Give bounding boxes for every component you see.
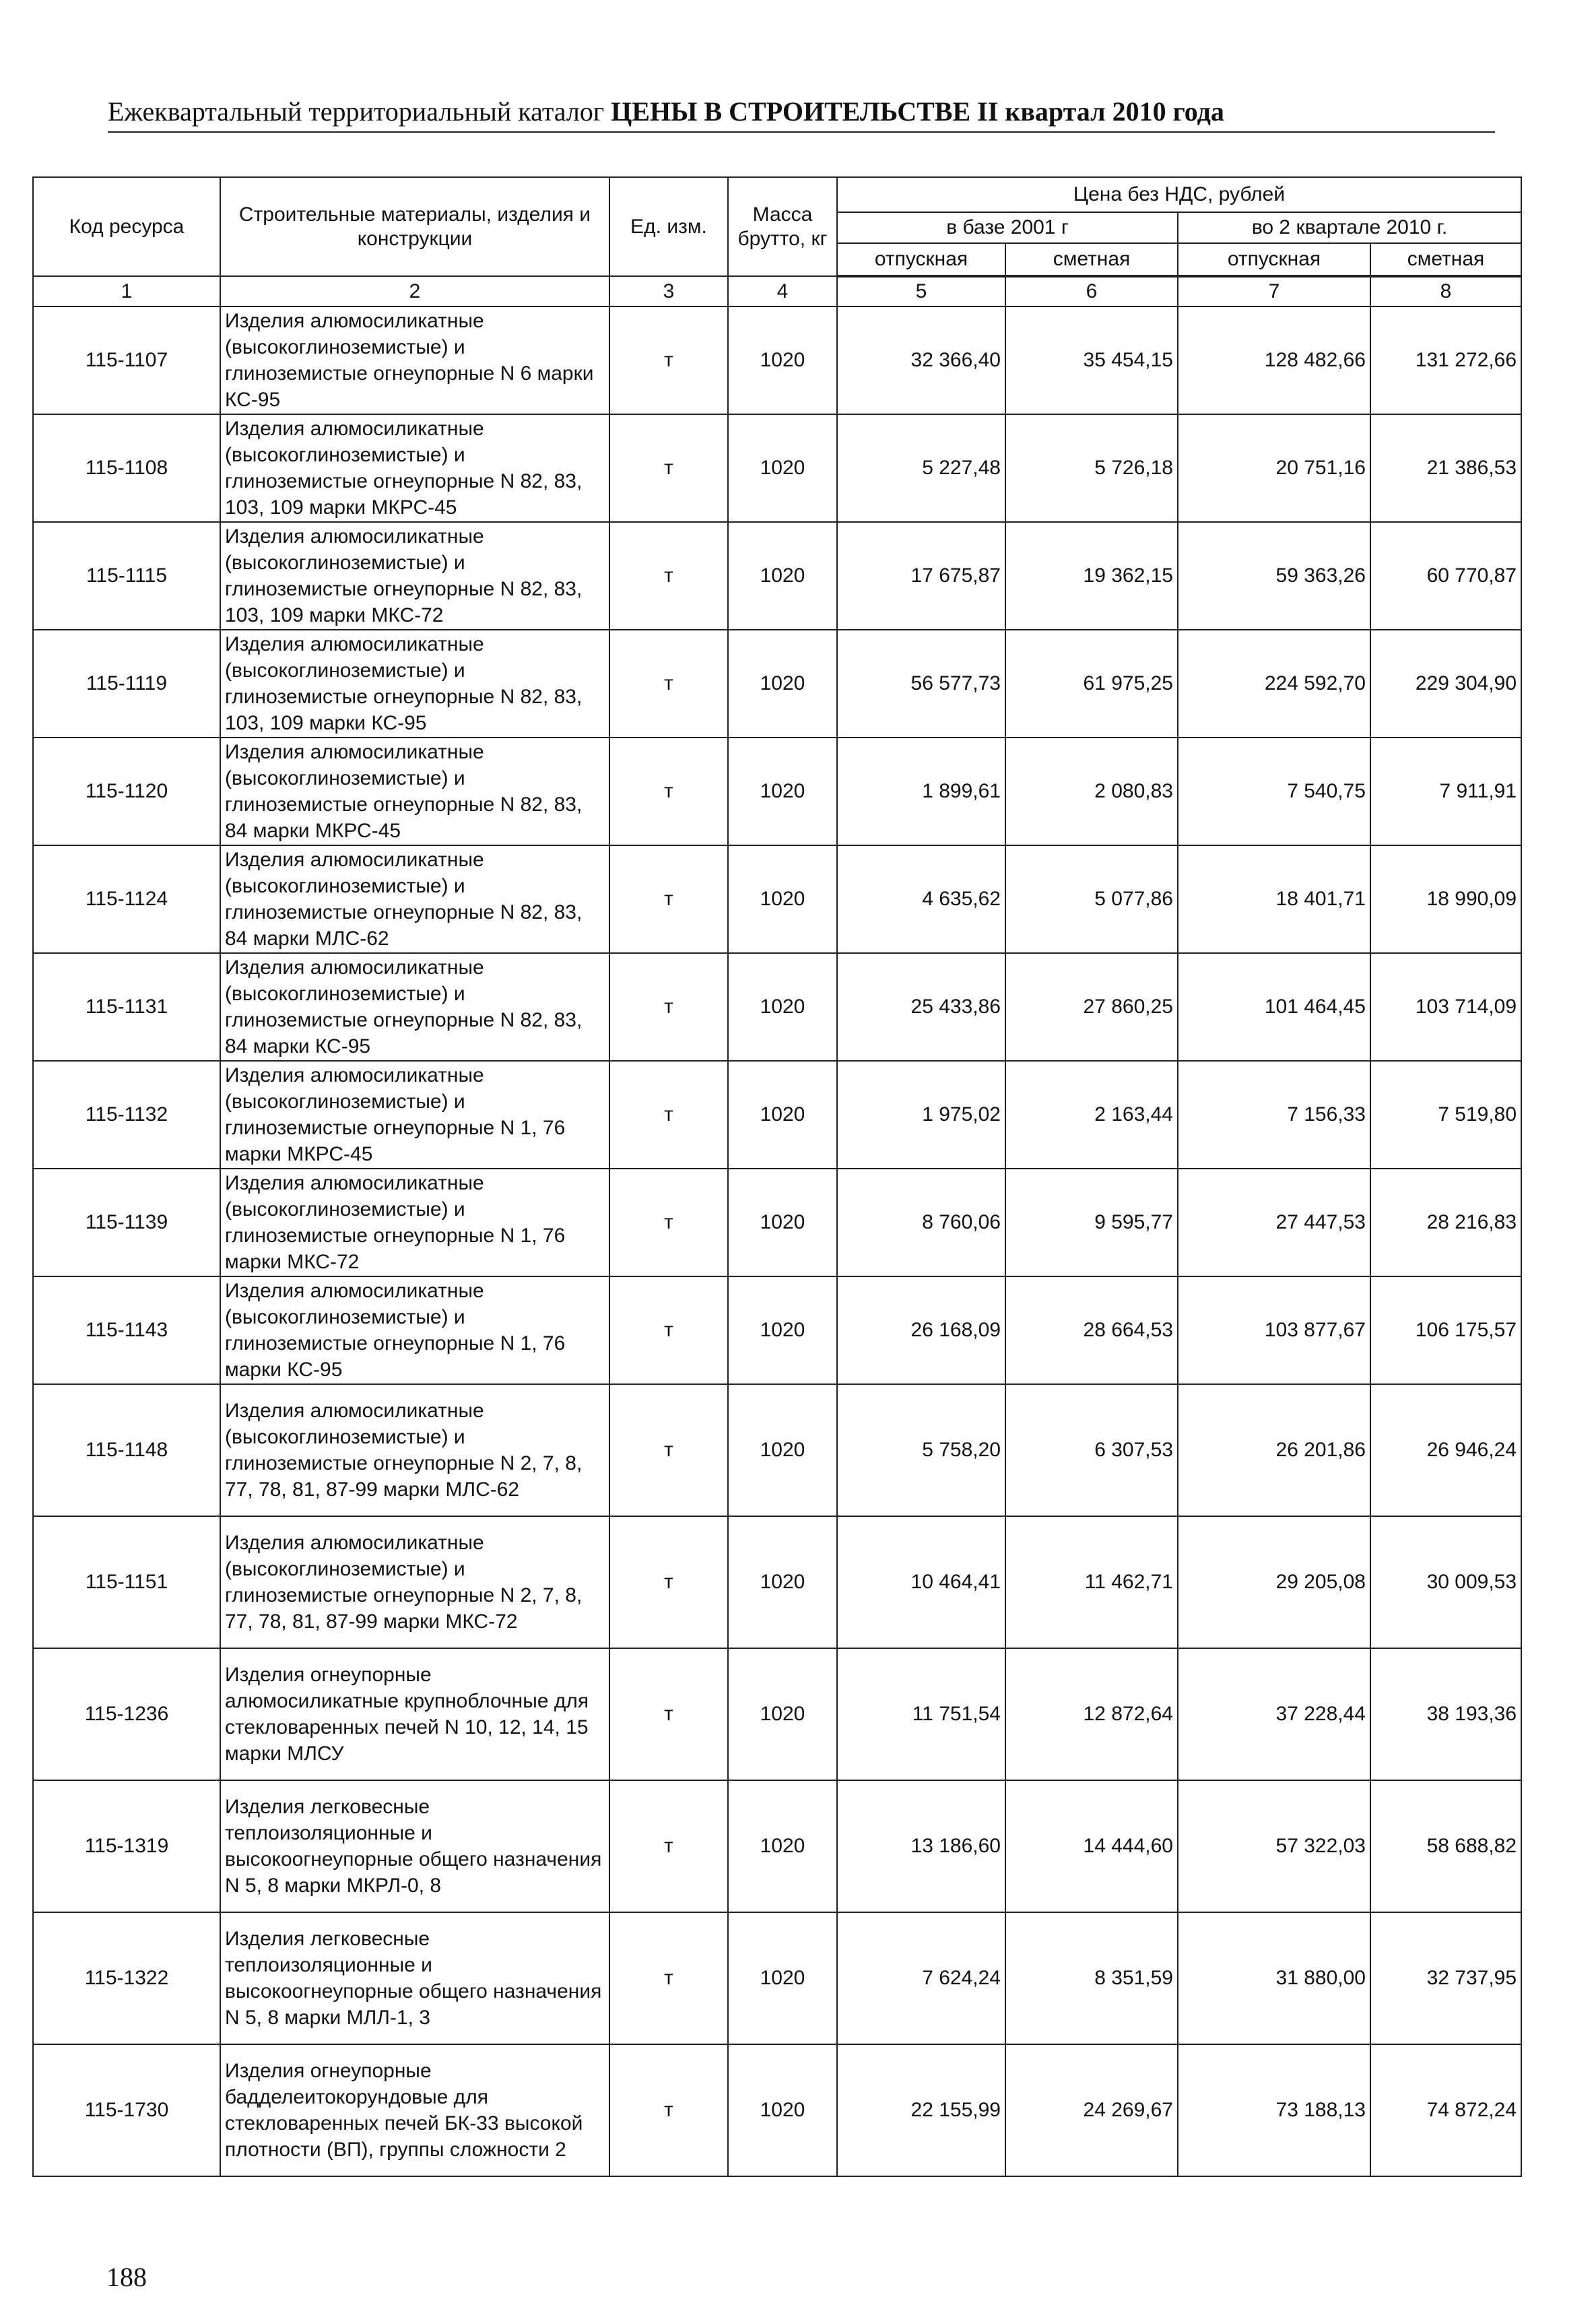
material-name: Изделия алюмосиликатные (высокоглиноземистые) и глиноземистые огнеупорные N 2, 7, 8, 77, 78, 81, 87-99 марки МЛС-62: [220, 1384, 609, 1516]
current-estimate-price: 106 175,57: [1370, 1276, 1521, 1384]
material-name: Изделия алюмосиликатные (высокоглиноземистые) и глиноземистые огнеупорные N 82, 83, 103, 109 марки КС-95: [220, 630, 609, 738]
current-release-price: 57 322,03: [1178, 1780, 1370, 1912]
resource-code: 115-1120: [33, 738, 220, 845]
current-release-price: 103 877,67: [1178, 1276, 1370, 1384]
material-name: Изделия огнеупорные бадделеитокорундовые для стекловаренных печей БК-33 высокой плотности (ВП), группы сложности 2: [220, 2044, 609, 2176]
current-release-price: 20 751,16: [1178, 414, 1370, 522]
base-estimate-price: 6 307,53: [1005, 1384, 1178, 1516]
table-row: [33, 1384, 1521, 1516]
current-release-price: 31 880,00: [1178, 1912, 1370, 2044]
gross-mass: 1020: [728, 953, 837, 1061]
resource-code: 115-1322: [33, 1912, 220, 2044]
base-release-price: 10 464,41: [837, 1516, 1005, 1648]
gross-mass: 1020: [728, 630, 837, 738]
material-name: Изделия алюмосиликатные (высокоглиноземистые) и глиноземистые огнеупорные N 82, 83, 84 марки МЛС-62: [220, 845, 609, 953]
gross-mass: 1020: [728, 845, 837, 953]
base-estimate-price: 35 454,15: [1005, 306, 1178, 414]
header-current-estimate: сметная: [1370, 243, 1521, 276]
material-name: Изделия легковесные теплоизоляционные и высокоогнеупорные общего назначения N 5, 8 марки МКРЛ-0, 8: [220, 1780, 609, 1912]
gross-mass: 1020: [728, 1780, 837, 1912]
material-name: Изделия алюмосиликатные (высокоглиноземистые) и глиноземистые огнеупорные N 1, 76 марки КС-95: [220, 1276, 609, 1384]
unit: т: [609, 1169, 728, 1276]
current-estimate-price: 30 009,53: [1370, 1516, 1521, 1648]
unit: т: [609, 1780, 728, 1912]
base-release-price: 4 635,62: [837, 845, 1005, 953]
current-estimate-price: 74 872,24: [1370, 2044, 1521, 2176]
current-estimate-price: 7 911,91: [1370, 738, 1521, 845]
current-release-price: 224 592,70: [1178, 630, 1370, 738]
resource-code: 115-1730: [33, 2044, 220, 2176]
table-row: [33, 306, 1521, 414]
material-name: Изделия алюмосиликатные (высокоглиноземистые) и глиноземистые огнеупорные N 82, 83, 103, 109 марки МКРС-45: [220, 414, 609, 522]
base-release-price: 13 186,60: [837, 1780, 1005, 1912]
base-release-price: 8 760,06: [837, 1169, 1005, 1276]
gross-mass: 1020: [728, 306, 837, 414]
gross-mass: 1020: [728, 1061, 837, 1169]
material-name: Изделия алюмосиликатные (высокоглиноземистые) и глиноземистые огнеупорные N 6 марки КС-95: [220, 306, 609, 414]
table-row: [33, 2044, 1521, 2176]
base-estimate-price: 9 595,77: [1005, 1169, 1178, 1276]
current-estimate-price: 60 770,87: [1370, 522, 1521, 630]
base-release-price: 5 227,48: [837, 414, 1005, 522]
unit: т: [609, 2044, 728, 2176]
header-unit: Ед. изм.: [609, 177, 728, 276]
base-release-price: 5 758,20: [837, 1384, 1005, 1516]
table-row: [33, 953, 1521, 1061]
current-release-price: 37 228,44: [1178, 1648, 1370, 1780]
base-estimate-price: 28 664,53: [1005, 1276, 1178, 1384]
gross-mass: 1020: [728, 1648, 837, 1780]
base-estimate-price: 19 362,15: [1005, 522, 1178, 630]
base-estimate-price: 24 269,67: [1005, 2044, 1178, 2176]
base-release-price: 11 751,54: [837, 1648, 1005, 1780]
current-release-price: 7 540,75: [1178, 738, 1370, 845]
base-release-price: 7 624,24: [837, 1912, 1005, 2044]
material-name: Изделия алюмосиликатные (высокоглиноземистые) и глиноземистые огнеупорные N 82, 83, 84 марки МКРС-45: [220, 738, 609, 845]
current-release-price: 73 188,13: [1178, 2044, 1370, 2176]
column-numbers-row: [33, 276, 1521, 306]
unit: т: [609, 953, 728, 1061]
base-release-price: 1 899,61: [837, 738, 1005, 845]
page-number: 188: [106, 2262, 147, 2292]
table-row: [33, 1516, 1521, 1648]
resource-code: 115-1107: [33, 306, 220, 414]
table-row: [33, 1780, 1521, 1912]
price-table: [32, 176, 1522, 2177]
current-release-price: 29 205,08: [1178, 1516, 1370, 1648]
gross-mass: 1020: [728, 2044, 837, 2176]
column-number: 2: [220, 276, 609, 306]
resource-code: 115-1115: [33, 522, 220, 630]
header-current-release: отпускная: [1178, 243, 1370, 276]
column-number: 3: [609, 276, 728, 306]
base-release-price: 17 675,87: [837, 522, 1005, 630]
table-row: [33, 522, 1521, 630]
table-row: [33, 1276, 1521, 1384]
catalog-title: ЦЕНЫ В СТРОИТЕЛЬСТВЕ II квартал 2010 года: [611, 96, 1224, 127]
current-estimate-price: 18 990,09: [1370, 845, 1521, 953]
unit: т: [609, 1648, 728, 1780]
base-estimate-price: 8 351,59: [1005, 1912, 1178, 2044]
material-name: Изделия алюмосиликатные (высокоглиноземистые) и глиноземистые огнеупорные N 82, 83, 103, 109 марки МКС-72: [220, 522, 609, 630]
header-current-2010: во 2 квартале 2010 г.: [1178, 212, 1521, 243]
resource-code: 115-1139: [33, 1169, 220, 1276]
header-code: Код ресурса: [33, 177, 220, 276]
resource-code: 115-1319: [33, 1780, 220, 1912]
gross-mass: 1020: [728, 1516, 837, 1648]
base-estimate-price: 2 080,83: [1005, 738, 1178, 845]
resource-code: 115-1108: [33, 414, 220, 522]
material-name: Изделия легковесные теплоизоляционные и высокоогнеупорные общего назначения N 5, 8 марки МЛЛ-1, 3: [220, 1912, 609, 2044]
material-name: Изделия алюмосиликатные (высокоглиноземистые) и глиноземистые огнеупорные N 1, 76 марки МКРС-45: [220, 1061, 609, 1169]
column-number: 7: [1178, 276, 1370, 306]
header-price-group: Цена без НДС, рублей: [837, 177, 1521, 212]
base-release-price: 25 433,86: [837, 953, 1005, 1061]
header-name: Строительные материалы, изделия и конструкции: [220, 177, 609, 276]
unit: т: [609, 630, 728, 738]
current-estimate-price: 229 304,90: [1370, 630, 1521, 738]
base-estimate-price: 12 872,64: [1005, 1648, 1178, 1780]
table-row: [33, 845, 1521, 953]
current-release-price: 26 201,86: [1178, 1384, 1370, 1516]
page-header: [108, 96, 1495, 133]
gross-mass: 1020: [728, 1912, 837, 2044]
unit: т: [609, 1516, 728, 1648]
base-estimate-price: 27 860,25: [1005, 953, 1178, 1061]
material-name: Изделия алюмосиликатные (высокоглиноземистые) и глиноземистые огнеупорные N 82, 83, 84 марки КС-95: [220, 953, 609, 1061]
base-estimate-price: 11 462,71: [1005, 1516, 1178, 1648]
column-number: 8: [1370, 276, 1521, 306]
table-row: [33, 630, 1521, 738]
column-number: 4: [728, 276, 837, 306]
current-release-price: 7 156,33: [1178, 1061, 1370, 1169]
table-row: [33, 414, 1521, 522]
table-row: [33, 738, 1521, 845]
table-row: [33, 1648, 1521, 1780]
unit: т: [609, 1912, 728, 2044]
current-estimate-price: 38 193,36: [1370, 1648, 1521, 1780]
header-base-2001: в базе 2001 г: [837, 212, 1178, 243]
base-release-price: 56 577,73: [837, 630, 1005, 738]
base-estimate-price: 61 975,25: [1005, 630, 1178, 738]
current-estimate-price: 58 688,82: [1370, 1780, 1521, 1912]
unit: т: [609, 306, 728, 414]
current-estimate-price: 21 386,53: [1370, 414, 1521, 522]
column-number: 5: [837, 276, 1005, 306]
material-name: Изделия огнеупорные алюмосиликатные крупноблочные для стекловаренных печей N 10, 12, 14, 15 марки МЛСУ: [220, 1648, 609, 1780]
resource-code: 115-1119: [33, 630, 220, 738]
current-estimate-price: 131 272,66: [1370, 306, 1521, 414]
unit: т: [609, 738, 728, 845]
material-name: Изделия алюмосиликатные (высокоглиноземистые) и глиноземистые огнеупорные N 2, 7, 8, 77, 78, 81, 87-99 марки МКС-72: [220, 1516, 609, 1648]
current-release-price: 128 482,66: [1178, 306, 1370, 414]
base-estimate-price: 14 444,60: [1005, 1780, 1178, 1912]
base-release-price: 32 366,40: [837, 306, 1005, 414]
unit: т: [609, 845, 728, 953]
gross-mass: 1020: [728, 1276, 837, 1384]
resource-code: 115-1236: [33, 1648, 220, 1780]
current-release-price: 27 447,53: [1178, 1169, 1370, 1276]
base-estimate-price: 5 077,86: [1005, 845, 1178, 953]
unit: т: [609, 414, 728, 522]
material-name: Изделия алюмосиликатные (высокоглиноземистые) и глиноземистые огнеупорные N 1, 76 марки МКС-72: [220, 1169, 609, 1276]
resource-code: 115-1148: [33, 1384, 220, 1516]
table-row: [33, 1912, 1521, 2044]
table-row: [33, 1061, 1521, 1169]
header-base-estimate: сметная: [1005, 243, 1178, 276]
current-estimate-price: 26 946,24: [1370, 1384, 1521, 1516]
resource-code: 115-1132: [33, 1061, 220, 1169]
unit: т: [609, 522, 728, 630]
table-body: [33, 306, 1521, 2176]
base-release-price: 22 155,99: [837, 2044, 1005, 2176]
column-number: 1: [33, 276, 220, 306]
current-estimate-price: 32 737,95: [1370, 1912, 1521, 2044]
base-estimate-price: 5 726,18: [1005, 414, 1178, 522]
catalog-prefix: Ежеквартальный территориальный каталог: [108, 96, 605, 127]
resource-code: 115-1131: [33, 953, 220, 1061]
current-release-price: 101 464,45: [1178, 953, 1370, 1061]
unit: т: [609, 1384, 728, 1516]
gross-mass: 1020: [728, 738, 837, 845]
current-release-price: 18 401,71: [1178, 845, 1370, 953]
gross-mass: 1020: [728, 522, 837, 630]
header-mass: Масса брутто, кг: [728, 177, 837, 276]
current-estimate-price: 28 216,83: [1370, 1169, 1521, 1276]
current-estimate-price: 103 714,09: [1370, 953, 1521, 1061]
table-row: [33, 1169, 1521, 1276]
gross-mass: 1020: [728, 1169, 837, 1276]
base-estimate-price: 2 163,44: [1005, 1061, 1178, 1169]
resource-code: 115-1124: [33, 845, 220, 953]
current-estimate-price: 7 519,80: [1370, 1061, 1521, 1169]
resource-code: 115-1151: [33, 1516, 220, 1648]
header-base-release: отпускная: [837, 243, 1005, 276]
unit: т: [609, 1061, 728, 1169]
gross-mass: 1020: [728, 1384, 837, 1516]
gross-mass: 1020: [728, 414, 837, 522]
resource-code: 115-1143: [33, 1276, 220, 1384]
column-number: 6: [1005, 276, 1178, 306]
base-release-price: 26 168,09: [837, 1276, 1005, 1384]
unit: т: [609, 1276, 728, 1384]
current-release-price: 59 363,26: [1178, 522, 1370, 630]
base-release-price: 1 975,02: [837, 1061, 1005, 1169]
